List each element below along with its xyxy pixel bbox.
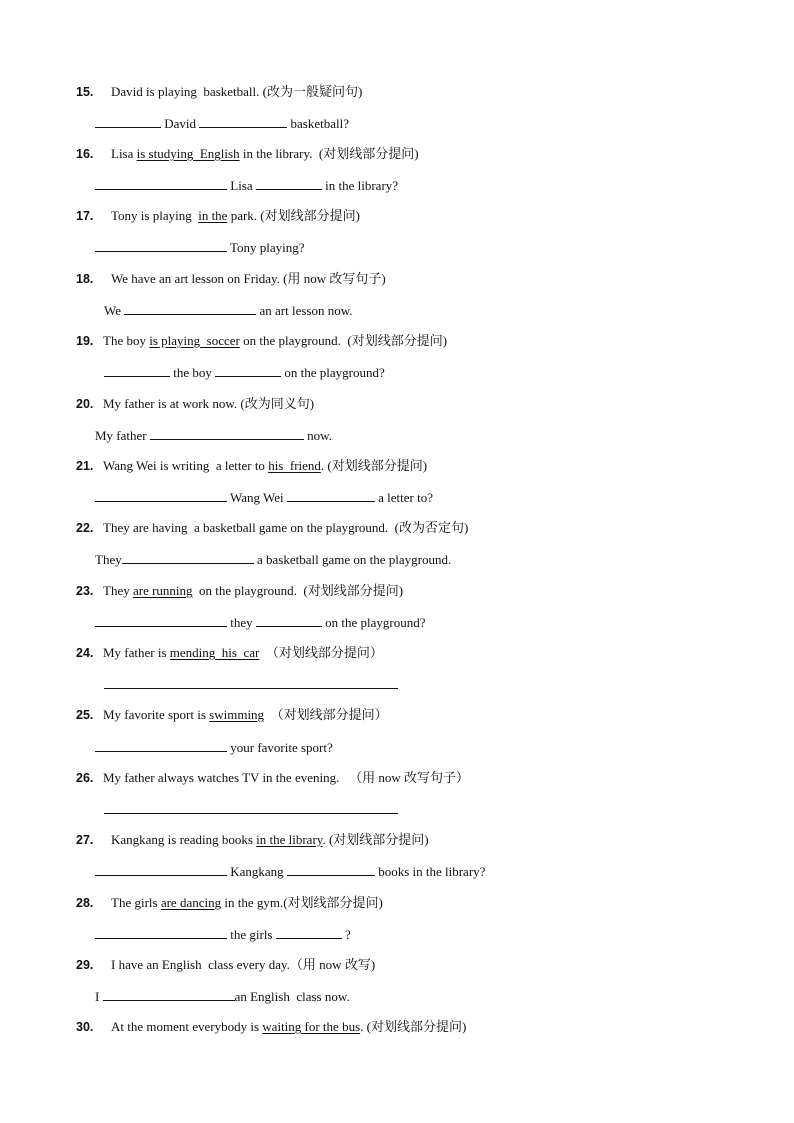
- answer-text: they: [227, 615, 256, 630]
- underlined-phrase: his friend: [268, 458, 321, 473]
- question-row: [76, 1019, 466, 1035]
- question-row: [76, 645, 383, 661]
- answer-text: a letter to?: [374, 490, 433, 505]
- question-text: At the moment everybody is: [111, 1019, 263, 1034]
- answer-blank[interactable]: [95, 177, 227, 190]
- answer-text: Kangkang: [227, 864, 287, 879]
- answer-blank[interactable]: [95, 863, 227, 876]
- question-number: 22.: [76, 521, 94, 535]
- question-text: on the playground. (对划线部分提问): [239, 333, 448, 348]
- question-text: They: [103, 583, 133, 598]
- question-number: 27.: [76, 833, 94, 847]
- answer-row: [104, 302, 353, 318]
- answer-text: We: [104, 303, 125, 318]
- answer-blank[interactable]: [95, 926, 227, 939]
- question-row: [76, 333, 447, 349]
- question-number: 23.: [76, 584, 94, 598]
- question-text: . (对划线部分提问): [360, 1019, 467, 1034]
- answer-row: [95, 988, 350, 1004]
- question-text: in the gym.(对划线部分提问): [221, 895, 383, 910]
- question-number: 30.: [76, 1020, 94, 1034]
- answer-blank[interactable]: [104, 676, 398, 689]
- question-number: 19.: [76, 334, 94, 348]
- question-text: in the library. (对划线部分提问): [239, 146, 419, 161]
- answer-text: on the playground?: [321, 615, 426, 630]
- answer-blank[interactable]: [95, 489, 227, 502]
- question-row: [76, 271, 386, 287]
- question-row: [76, 396, 314, 412]
- question-text: Lisa: [111, 146, 137, 161]
- answer-text: My father: [95, 428, 150, 443]
- question-row: [76, 84, 362, 100]
- question-text: （对划线部分提问）: [259, 645, 383, 660]
- underlined-phrase: mending his car: [169, 645, 260, 660]
- question-text: I have an English class every day.（用 now 改写): [111, 957, 376, 972]
- answer-text: on the playground?: [281, 365, 385, 380]
- underlined-phrase: in the library: [256, 832, 323, 847]
- question-number: 24.: [76, 646, 94, 660]
- question-number: 29.: [76, 958, 94, 972]
- answer-text: Lisa: [227, 178, 256, 193]
- question-number: 28.: [76, 896, 94, 910]
- question-text: They are having a basketball game on the playground. (改为否定句): [103, 520, 469, 535]
- underlined-phrase: are dancing: [160, 895, 222, 910]
- answer-blank[interactable]: [122, 551, 254, 564]
- answer-row: [95, 177, 398, 193]
- underlined-phrase: waiting for the bus: [262, 1019, 361, 1034]
- answer-text: an art lesson now.: [256, 303, 353, 318]
- answer-row: [95, 614, 426, 630]
- answer-text: an English class now.: [234, 989, 350, 1004]
- question-number: 17.: [76, 209, 94, 223]
- question-text: （对划线部分提问）: [264, 707, 388, 722]
- question-number: 15.: [76, 85, 94, 99]
- answer-row: [95, 926, 351, 942]
- answer-text: books in the library?: [374, 864, 486, 879]
- answer-text: Tony playing?: [227, 240, 305, 255]
- answer-blank[interactable]: [103, 988, 235, 1001]
- question-row: [76, 895, 383, 911]
- answer-text: David: [161, 116, 200, 131]
- question-text: The boy: [103, 333, 150, 348]
- answer-text: ?: [341, 927, 351, 942]
- answer-row: [95, 863, 485, 879]
- underlined-phrase: swimming: [209, 707, 265, 722]
- question-number: 20.: [76, 397, 94, 411]
- answer-text: in the library?: [321, 178, 399, 193]
- question-text: My favorite sport is: [103, 707, 210, 722]
- answer-blank[interactable]: [215, 364, 281, 377]
- question-row: [76, 583, 403, 599]
- question-text: Kangkang is reading books: [111, 832, 257, 847]
- answer-row: [95, 115, 349, 131]
- answer-blank[interactable]: [276, 926, 342, 939]
- question-row: [76, 208, 360, 224]
- question-text: My father is at work now. (改为同义句): [103, 396, 315, 411]
- answer-blank[interactable]: [104, 801, 398, 814]
- answer-row: [95, 239, 305, 255]
- question-number: 26.: [76, 771, 94, 785]
- answer-row: [95, 427, 332, 443]
- question-text: David is playing basketball.: [111, 84, 263, 99]
- answer-blank[interactable]: [124, 302, 256, 315]
- answer-text: now.: [303, 428, 332, 443]
- answer-row: [95, 739, 333, 755]
- answer-row: [104, 364, 385, 380]
- answer-blank[interactable]: [95, 739, 227, 752]
- question-row: [76, 957, 375, 973]
- question-row: [76, 458, 427, 474]
- question-text: on the playground. (对划线部分提问): [192, 583, 404, 598]
- answer-text: They: [95, 552, 122, 567]
- question-text: . (对划线部分提问): [320, 458, 428, 473]
- answer-row: [104, 676, 398, 692]
- answer-row: [95, 551, 451, 567]
- answer-blank[interactable]: [150, 427, 304, 440]
- question-text: The girls: [111, 895, 161, 910]
- answer-blank[interactable]: [199, 115, 287, 128]
- answer-text: I: [95, 989, 103, 1004]
- question-row: [76, 707, 388, 723]
- answer-text: a basketball game on the playground.: [253, 552, 452, 567]
- question-text: My father is: [103, 645, 170, 660]
- answer-text: the girls: [227, 927, 276, 942]
- answer-blank[interactable]: [95, 239, 227, 252]
- question-text: Tony is playing: [111, 208, 199, 223]
- answer-blank[interactable]: [95, 115, 161, 128]
- question-text: We have an art lesson on Friday. (用 now 改写句子): [111, 271, 386, 286]
- question-text: Wang Wei is writing a letter to: [103, 458, 269, 473]
- answer-blank[interactable]: [104, 364, 170, 377]
- answer-text: Wang Wei: [227, 490, 287, 505]
- question-text: My father always watches TV in the evening. （用 now 改写句子）: [103, 770, 469, 785]
- answer-blank[interactable]: [287, 489, 375, 502]
- answer-blank[interactable]: [256, 177, 322, 190]
- underlined-phrase: in the: [198, 208, 228, 223]
- question-row: [76, 146, 419, 162]
- question-text: . (对划线部分提问): [322, 832, 429, 847]
- question-number: 16.: [76, 147, 94, 161]
- answer-blank[interactable]: [95, 614, 227, 627]
- question-number: 21.: [76, 459, 94, 473]
- answer-text: the boy: [170, 365, 216, 380]
- answer-blank[interactable]: [256, 614, 322, 627]
- question-row: [76, 770, 469, 786]
- question-row: [76, 520, 468, 536]
- answer-row: [104, 801, 398, 817]
- question-row: [76, 832, 429, 848]
- answer-text: your favorite sport?: [227, 740, 333, 755]
- answer-text: basketball?: [287, 116, 350, 131]
- answer-blank[interactable]: [287, 863, 375, 876]
- underlined-phrase: are running: [132, 583, 193, 598]
- underlined-phrase: is playing soccer: [149, 333, 240, 348]
- question-text: park. (对划线部分提问): [227, 208, 360, 223]
- question-number: 18.: [76, 272, 94, 286]
- answer-row: [95, 489, 433, 505]
- question-text: (改为一般疑问句): [262, 84, 363, 99]
- underlined-phrase: is studying English: [136, 146, 240, 161]
- question-number: 25.: [76, 708, 94, 722]
